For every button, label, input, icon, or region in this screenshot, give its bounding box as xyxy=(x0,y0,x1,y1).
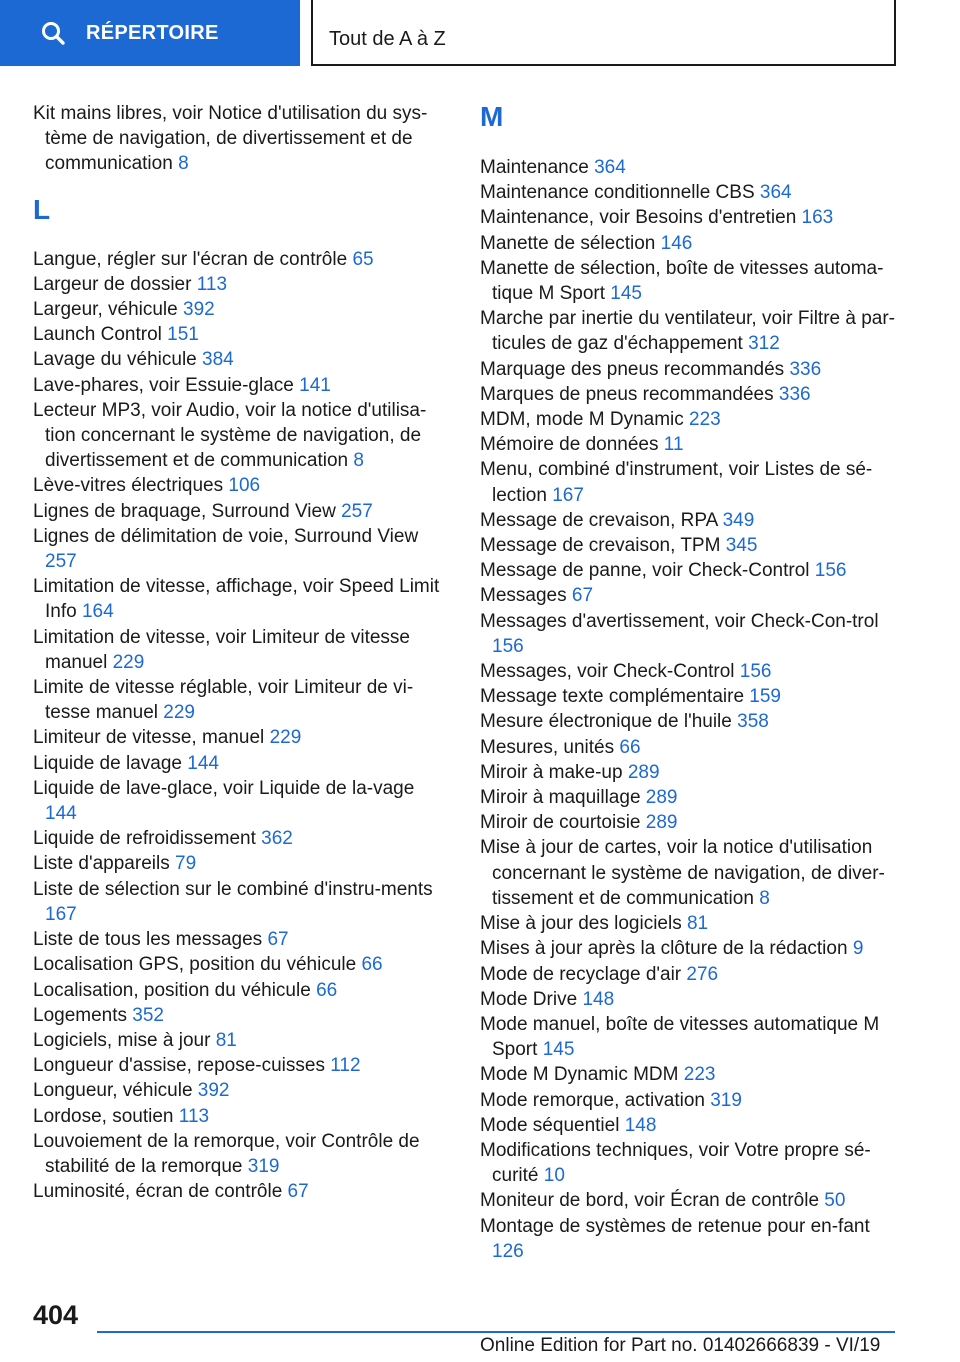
entry-text: Message de crevaison, RPA xyxy=(480,509,718,531)
entry-page-link[interactable]: 319 xyxy=(247,1155,280,1177)
entry-text: Miroir à make-up xyxy=(480,761,623,783)
entry-text: Moniteur de bord, voir Écran de contrôle xyxy=(480,1190,820,1212)
footer-divider xyxy=(97,1331,895,1333)
index-entry xyxy=(33,1028,445,1053)
entry-page-link[interactable]: 229 xyxy=(163,702,195,724)
index-entry xyxy=(480,1113,900,1138)
entry-page-link[interactable]: 145 xyxy=(542,1039,575,1061)
index-entry xyxy=(480,256,900,306)
entry-page-link[interactable]: 336 xyxy=(789,358,822,380)
index-entry xyxy=(33,1003,445,1028)
entry-page-link[interactable]: 392 xyxy=(183,299,215,321)
index-entry xyxy=(33,1179,445,1204)
entry-page-link[interactable]: 167 xyxy=(552,484,584,506)
entry-text: Manette de sélection, boîte de vitesses automa-tique M Sport xyxy=(480,257,884,305)
index-entry xyxy=(33,776,445,826)
entry-page-link[interactable]: 362 xyxy=(261,828,293,850)
entry-page-link[interactable]: 144 xyxy=(187,752,219,774)
entry-page-link[interactable]: 223 xyxy=(689,409,721,431)
entry-text: Mise à jour de cartes, voir la notice d'utilisation concernant le système de navigation, de diver-tissement et de communication xyxy=(480,837,885,909)
entry-text: Liquide de lave-glace, voir Liquide de la-vage xyxy=(33,777,415,799)
entry-text: Localisation GPS, position du véhicule xyxy=(33,954,357,976)
entry-page-link[interactable]: 229 xyxy=(112,651,145,673)
entry-page-link[interactable]: 257 xyxy=(341,500,373,522)
index-entry xyxy=(480,457,900,507)
index-entry xyxy=(480,205,900,230)
entry-page-link[interactable]: 8 xyxy=(353,450,364,472)
entry-page-link[interactable]: 276 xyxy=(686,963,719,985)
entry-text: Logiciels, mise à jour xyxy=(33,1029,211,1051)
entry-page-link[interactable]: 384 xyxy=(202,349,234,371)
index-entry xyxy=(480,382,900,407)
entry-text: Message de panne, voir Check-Control xyxy=(480,560,810,582)
entry-text: Mode manuel, boîte de vitesses automatique M Sport xyxy=(480,1013,880,1061)
entry-page-link[interactable]: 159 xyxy=(749,686,781,708)
page-number: 404 xyxy=(33,1300,79,1330)
entry-text: Messages d'avertissement, voir Check-Con-trol xyxy=(480,610,879,632)
index-entry xyxy=(480,1062,900,1087)
index-entry xyxy=(33,272,445,297)
entry-text: Menu, combiné d'instrument, voir Listes de sé-lection xyxy=(480,459,873,506)
entry-text: Lordose, soutien xyxy=(33,1105,174,1127)
entry-text: Liquide de refroidissement xyxy=(33,828,256,850)
entry-page-link[interactable]: 257 xyxy=(45,551,77,573)
index-entry xyxy=(480,760,900,785)
index-entry xyxy=(33,978,445,1003)
index-entry xyxy=(480,508,900,533)
entry-text: Miroir à maquillage xyxy=(480,787,641,809)
index-entry xyxy=(480,911,900,936)
entry-page-link[interactable]: 81 xyxy=(686,913,709,935)
entry-text: Largeur de dossier xyxy=(33,273,192,295)
entry-page-link[interactable]: 113 xyxy=(196,273,228,295)
search-icon xyxy=(40,20,66,46)
entry-page-link[interactable]: 126 xyxy=(492,1240,524,1262)
entry-text: Liste de tous les messages xyxy=(33,929,263,951)
index-entry xyxy=(33,247,445,272)
entry-page-link[interactable]: 8 xyxy=(759,887,770,909)
entry-page-link[interactable]: 352 xyxy=(132,1004,164,1026)
entry-text: Lève-vitres électriques xyxy=(33,475,224,497)
index-entry xyxy=(33,1104,445,1129)
index-entry xyxy=(33,373,445,398)
index-entry xyxy=(33,101,445,177)
index-entry xyxy=(480,735,900,760)
index-entry xyxy=(480,609,900,659)
entry-text: Mesures, unités xyxy=(480,736,615,758)
entry-page-link[interactable]: 10 xyxy=(543,1165,565,1187)
entry-text: Maintenance xyxy=(480,157,589,178)
index-entry xyxy=(480,709,900,734)
index-entry xyxy=(480,1088,900,1113)
entry-text: Lecteur MP3, voir Audio, voir la notice d'utilisa-tion concernant le système de navigation, de divertissement et de communication xyxy=(33,399,427,472)
entry-text: Message de crevaison, TPM xyxy=(480,535,721,557)
edition-note: Online Edition for Part no. 01402666839 - VI/19 xyxy=(480,1335,881,1356)
entry-text: Liste d'appareils xyxy=(33,853,170,875)
index-entry xyxy=(33,1129,445,1179)
entry-text: Mesure électronique de l'huile xyxy=(480,711,732,733)
index-button-label: RÉPERTOIRE xyxy=(86,21,219,44)
entry-page-link[interactable]: 67 xyxy=(571,585,594,607)
index-entry xyxy=(480,1012,900,1062)
entry-page-link[interactable]: 65 xyxy=(352,248,374,270)
index-entry xyxy=(480,835,900,911)
index-entry xyxy=(480,583,900,608)
index-button[interactable] xyxy=(0,0,300,66)
index-entry xyxy=(480,785,900,810)
entry-text: MDM, mode M Dynamic xyxy=(480,409,684,431)
index-entry xyxy=(480,936,900,961)
entry-text: Langue, régler sur l'écran de contrôle xyxy=(33,248,348,270)
index-entry xyxy=(33,927,445,952)
entry-page-link[interactable]: 156 xyxy=(492,635,524,657)
entry-text: Lignes de braquage, Surround View xyxy=(33,500,336,522)
entry-page-link[interactable]: 164 xyxy=(81,601,114,623)
entry-page-link[interactable]: 66 xyxy=(619,736,641,758)
entry-page-link[interactable]: 345 xyxy=(725,535,758,557)
entry-page-link[interactable]: 81 xyxy=(215,1029,237,1051)
right-entries xyxy=(480,155,900,1264)
entry-page-link[interactable]: 364 xyxy=(594,157,626,178)
entry-page-link[interactable]: 67 xyxy=(267,929,289,951)
entry-text: Lave-phares, voir Essuie-glace xyxy=(33,374,294,396)
entry-page-link[interactable]: 156 xyxy=(739,661,772,683)
entry-page-link[interactable]: 148 xyxy=(624,1114,657,1136)
entry-page-link[interactable]: 113 xyxy=(178,1105,210,1127)
entry-text: Manette de sélection xyxy=(480,232,656,254)
entry-page-link[interactable]: 50 xyxy=(824,1190,846,1212)
entry-page-link[interactable]: 146 xyxy=(660,232,693,254)
left-entries-before xyxy=(33,101,445,177)
entry-text: Mode séquentiel xyxy=(480,1114,620,1136)
index-entry xyxy=(33,625,445,675)
left-entries xyxy=(33,247,445,1205)
section-letter-l: L xyxy=(33,193,51,225)
index-entry xyxy=(33,398,445,474)
index-entry xyxy=(480,684,900,709)
entry-text: Limiteur de vitesse, manuel xyxy=(33,727,265,749)
entry-text: Montage de systèmes de retenue pour en-fant xyxy=(480,1215,870,1237)
entry-text: Longueur, véhicule xyxy=(33,1080,193,1102)
entry-page-link[interactable]: 148 xyxy=(582,988,615,1010)
entry-page-link[interactable]: 151 xyxy=(167,324,199,346)
index-entry xyxy=(480,155,900,180)
entry-text: Mode Drive xyxy=(480,988,578,1010)
entry-text: Modifications techniques, voir Votre propre sé-curité xyxy=(480,1139,871,1187)
entry-text: Miroir de courtoisie xyxy=(480,812,641,834)
entry-page-link[interactable]: 392 xyxy=(197,1080,230,1102)
entry-text: Liste de sélection sur le combiné d'instru-ments xyxy=(33,878,433,900)
index-entry xyxy=(33,952,445,977)
entry-text: Luminosité, écran de contrôle xyxy=(33,1181,283,1203)
index-entry xyxy=(33,675,445,725)
entry-page-link[interactable]: 358 xyxy=(737,711,769,733)
entry-text: Lavage du véhicule xyxy=(33,349,197,371)
index-entry xyxy=(480,231,900,256)
index-entry xyxy=(480,306,900,356)
entry-page-link[interactable]: 289 xyxy=(645,787,678,809)
index-entry xyxy=(33,473,445,498)
entry-page-link[interactable]: 336 xyxy=(778,383,811,405)
entry-page-link[interactable]: 289 xyxy=(645,812,678,834)
index-entry xyxy=(480,810,900,835)
entry-text: Lignes de délimitation de voie, Surround View xyxy=(33,525,419,547)
entry-text: Mode remorque, activation xyxy=(480,1089,705,1111)
index-entry xyxy=(33,826,445,851)
index-entry xyxy=(33,347,445,372)
index-entry xyxy=(480,407,900,432)
entry-page-link[interactable]: 66 xyxy=(361,954,383,976)
index-entry xyxy=(480,432,900,457)
index-entry xyxy=(33,297,445,322)
entry-text: Louvoiement de la remorque, voir Contrôle de stabilité de la remorque xyxy=(33,1130,420,1177)
index-entry xyxy=(33,1078,445,1103)
entry-text: Kit mains libres, voir Notice d'utilisation du sys-tème de navigation, de divertissement et de communication xyxy=(33,103,428,175)
index-entry xyxy=(480,962,900,987)
index-entry xyxy=(480,180,900,205)
entry-text: Mode de recyclage d'air xyxy=(480,963,682,985)
entry-page-link[interactable]: 229 xyxy=(269,727,302,749)
entry-text: Limitation de vitesse, affichage, voir Speed Limit Info xyxy=(33,576,440,623)
entry-text: Message texte complémentaire xyxy=(480,686,745,708)
entry-page-link[interactable]: 79 xyxy=(175,853,197,875)
index-entry xyxy=(33,322,445,347)
entry-page-link[interactable]: 312 xyxy=(748,333,780,355)
index-entry xyxy=(480,659,900,684)
index-entry xyxy=(480,1188,900,1213)
left-column xyxy=(33,101,445,1204)
entry-page-link[interactable]: 106 xyxy=(228,475,261,497)
section-letter-m: M xyxy=(480,101,504,132)
entry-page-link[interactable]: 145 xyxy=(610,283,642,305)
index-entry xyxy=(480,1138,900,1188)
entry-text: Launch Control xyxy=(33,324,162,346)
entry-text: Marques de pneus recommandées xyxy=(480,383,774,405)
top-bar xyxy=(0,0,960,66)
entry-text: Localisation, position du véhicule xyxy=(33,979,311,1001)
entry-page-link[interactable]: 167 xyxy=(45,903,77,925)
entry-text: Mises à jour après la clôture de la rédaction xyxy=(480,938,848,960)
index-entry xyxy=(33,524,445,574)
entry-text: Maintenance conditionnelle CBS xyxy=(480,182,755,204)
index-entry xyxy=(480,558,900,583)
entry-text: Mémoire de données xyxy=(480,434,659,456)
entry-text: Mode M Dynamic MDM xyxy=(480,1064,679,1086)
entry-text: Messages, voir Check-Control xyxy=(480,661,735,683)
entry-text: Messages xyxy=(480,585,567,607)
index-entry xyxy=(33,751,445,776)
entry-text: Limitation de vitesse, voir Limiteur de vitesse manuel xyxy=(33,626,410,673)
entry-page-link[interactable]: 156 xyxy=(814,560,847,582)
entry-page-link[interactable]: 223 xyxy=(683,1064,716,1086)
index-entry xyxy=(33,725,445,750)
breadcrumb[interactable] xyxy=(311,0,896,66)
entry-page-link[interactable]: 8 xyxy=(178,153,189,175)
entry-page-link[interactable]: 112 xyxy=(330,1055,361,1077)
breadcrumb-label: Tout de A à Z xyxy=(329,28,446,50)
entry-text: Longueur d'assise, repose-cuisses xyxy=(33,1055,325,1077)
entry-page-link[interactable]: 364 xyxy=(759,182,792,204)
entry-page-link[interactable]: 66 xyxy=(316,979,338,1001)
entry-text: Mise à jour des logiciels xyxy=(480,913,682,935)
entry-text: Limite de vitesse réglable, voir Limiteur de vi-tesse manuel xyxy=(33,677,414,724)
entry-page-link[interactable]: 349 xyxy=(722,509,755,531)
entry-text: Maintenance, voir Besoins d'entretien xyxy=(480,207,797,229)
entry-text: Logements xyxy=(33,1004,128,1026)
index-entry xyxy=(33,499,445,524)
entry-page-link[interactable]: 163 xyxy=(801,207,834,229)
entry-page-link[interactable]: 319 xyxy=(710,1089,742,1111)
entry-page-link[interactable]: 141 xyxy=(299,374,331,396)
right-column xyxy=(480,101,900,1264)
entry-text: Marquage des pneus recommandés xyxy=(480,358,785,380)
index-entry xyxy=(480,987,900,1012)
entry-text: Marche par inertie du ventilateur, voir Filtre à par-ticules de gaz d'échappement xyxy=(480,308,896,355)
entry-page-link[interactable]: 144 xyxy=(45,803,77,825)
entry-page-link[interactable]: 289 xyxy=(627,761,660,783)
index-entry xyxy=(480,357,900,382)
entry-page-link[interactable]: 11 xyxy=(663,434,684,456)
entry-text: Liquide de lavage xyxy=(33,752,182,774)
index-entry xyxy=(480,533,900,558)
entry-page-link[interactable]: 67 xyxy=(287,1181,309,1203)
entry-page-link[interactable]: 9 xyxy=(852,938,864,960)
index-entry xyxy=(33,877,445,927)
index-entry xyxy=(33,574,445,624)
entry-text: Largeur, véhicule xyxy=(33,299,178,321)
index-entry xyxy=(33,1053,445,1078)
index-entry xyxy=(480,1214,900,1264)
index-entry xyxy=(33,851,445,876)
